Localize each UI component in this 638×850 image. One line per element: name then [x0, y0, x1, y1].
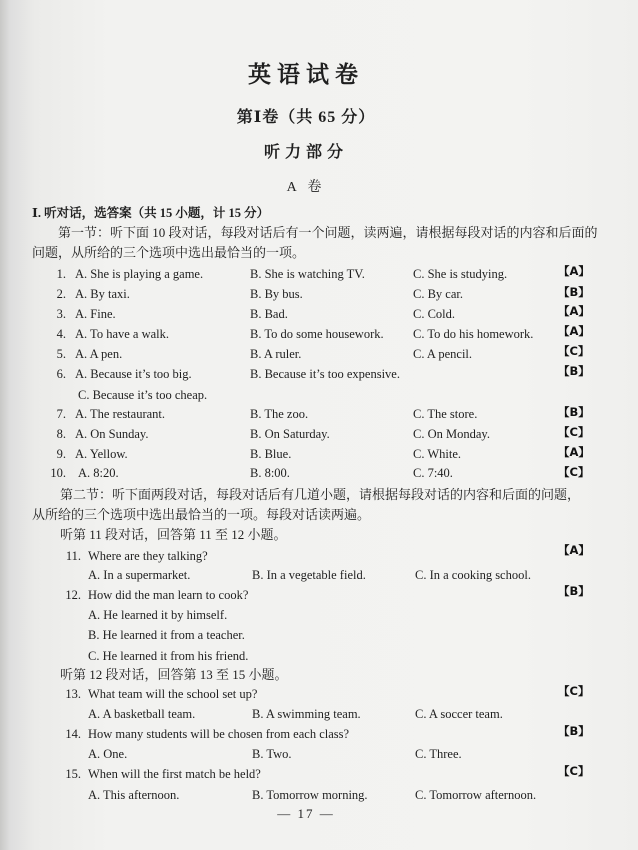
question-row [0, 325, 638, 343]
question-number: 3. [56, 307, 66, 321]
option-a: A. To have a walk. [75, 327, 170, 341]
answer-key: 【A】 [558, 264, 590, 278]
question-row [0, 464, 638, 482]
option-c: C. Tomorrow afternoon. [415, 788, 537, 802]
answer-key: 【A】 [558, 324, 590, 338]
option-a: A. Yellow. [75, 447, 128, 461]
option-b: B. Two. [252, 747, 292, 761]
option-a: A. A basketball team. [88, 707, 196, 721]
option-c: C. A soccer team. [415, 707, 503, 721]
option-c: C. Cold. [413, 307, 456, 321]
question-number: 6. [56, 367, 66, 381]
question-row [0, 543, 638, 565]
answer-key: 【C】 [558, 764, 590, 778]
answer-key: 【B】 [558, 285, 590, 299]
answer-key: 【A】 [558, 304, 590, 318]
answer-key: 【A】 [558, 543, 590, 557]
dialogue-instruction: 听第 12 段对话，回答第 13 至 15 小题。 [60, 667, 288, 682]
question-number: 11. [65, 549, 81, 563]
question-row [0, 365, 638, 383]
option-b: B. A swimming team. [252, 707, 361, 721]
options-row [0, 705, 638, 723]
option-b: B. Bad. [250, 307, 288, 321]
answer-key: 【B】 [558, 405, 590, 419]
question-number: 9. [56, 447, 66, 461]
question-number: 8. [56, 427, 66, 441]
question-row [0, 285, 638, 303]
question-number: 4. [56, 327, 66, 341]
question-number: 10. [50, 466, 66, 480]
option-a: A. He learned it by himself. [88, 608, 228, 622]
option-a: A. A pen. [75, 347, 123, 361]
option-a: A. In a supermarket. [88, 568, 191, 582]
question-number: 7. [56, 407, 66, 421]
option-c: C. She is studying. [413, 267, 508, 281]
section1-intro-line: 问题，从所给的三个选项中选出最恰当的一项。 [32, 245, 306, 260]
page-number: — 17 — [277, 806, 335, 821]
answer-key: 【A】 [558, 445, 590, 459]
option-c: C. He learned it from his friend. [88, 649, 249, 663]
option-b: B. Tomorrow morning. [252, 788, 368, 802]
question-row [0, 425, 638, 443]
question-number: 13. [65, 687, 81, 701]
options-row [0, 606, 638, 624]
question-text: When will the first match be held? [88, 767, 261, 781]
question-row [0, 586, 638, 604]
question-number: 1. [56, 267, 66, 281]
volume-heading: 第Ⅰ卷（共 65 分） [236, 109, 376, 126]
question-row [0, 265, 638, 283]
option-a: A. She is playing a game. [75, 267, 204, 281]
question-number: 14. [65, 727, 81, 741]
question-row-continuation [0, 386, 638, 404]
option-b: B. She is watching TV. [250, 267, 365, 281]
option-b: B. To do some housework. [250, 327, 384, 341]
option-c: C. A pencil. [413, 347, 473, 361]
option-b: B. In a vegetable field. [252, 568, 366, 582]
option-b: B. The zoo. [250, 407, 309, 421]
section2-intro-line: 从所给的三个选项中选出最恰当的一项。每段对话读两遍。 [32, 507, 371, 522]
question-row [0, 725, 638, 743]
option-a: A. The restaurant. [75, 407, 166, 421]
question-number: 5. [56, 347, 66, 361]
option-b: B. Blue. [250, 447, 292, 461]
option-a: A. On Sunday. [75, 427, 149, 441]
answer-key: 【C】 [558, 425, 590, 439]
answer-key: 【B】 [558, 724, 590, 738]
option-c: C. Because it’s too cheap. [78, 388, 208, 402]
options-row [0, 786, 638, 804]
option-c: C. By car. [413, 287, 463, 301]
paper-label: A 卷 [286, 180, 326, 195]
question-text: What team will the school set up? [88, 687, 258, 701]
part-heading: 听力部分 [263, 144, 348, 161]
option-a: A. By taxi. [75, 287, 130, 301]
options-row [0, 647, 638, 665]
option-a: A. 8:20. [78, 466, 119, 480]
option-a: A. This afternoon. [88, 788, 180, 802]
answer-key: 【C】 [558, 465, 590, 479]
question-text: Where are they talking? [88, 549, 208, 563]
question-row [0, 445, 638, 463]
question-row [0, 305, 638, 323]
answer-key: 【C】 [558, 344, 590, 358]
page-title: 英语试卷 [248, 62, 364, 87]
options-row [0, 626, 638, 644]
question-row [0, 405, 638, 423]
option-b: B. He learned it from a teacher. [88, 628, 245, 642]
question-row [0, 765, 638, 783]
option-b: B. On Saturday. [250, 427, 330, 441]
question-number: 2. [56, 287, 66, 301]
option-c: C. In a cooking school. [415, 568, 531, 582]
question-row [0, 685, 638, 703]
option-b: B. By bus. [250, 287, 303, 301]
option-c: C. Three. [415, 747, 462, 761]
section-heading: Ⅰ. 听对话，选答案（共 15 小题，计 15 分） [32, 206, 270, 220]
option-a: A. One. [88, 747, 128, 761]
options-row [0, 745, 638, 763]
option-a: A. Because it’s too big. [75, 367, 192, 381]
options-row [0, 566, 638, 584]
section1-intro-line: 第一节：听下面 10 段对话，每段对话后有一个问题，读两遍，请根据每段对话的内容和后面的 [58, 225, 598, 240]
option-b: B. A ruler. [250, 347, 302, 361]
section2-intro-line: 第二节：听下面两段对话，每段对话后有几道小题，请根据每段对话的内容和后面的问题， [60, 487, 581, 502]
answer-key: 【B】 [558, 364, 590, 378]
question-row [0, 345, 638, 363]
option-c: C. To do his homework. [413, 327, 534, 341]
option-b: B. 8:00. [250, 466, 290, 480]
question-text: How many students will be chosen from each class? [88, 727, 350, 741]
question-text: How did the man learn to cook? [88, 588, 249, 602]
option-c: C. 7:40. [413, 466, 453, 480]
option-a: A. Fine. [75, 307, 116, 321]
option-c: C. On Monday. [413, 427, 490, 441]
option-c: C. The store. [413, 407, 478, 421]
question-number: 15. [65, 767, 81, 781]
answer-key: 【C】 [558, 684, 590, 698]
question-number: 12. [65, 588, 81, 602]
option-b: B. Because it’s too expensive. [250, 367, 400, 381]
dialogue-instruction: 听第 11 段对话，回答第 11 至 12 小题。 [60, 527, 287, 542]
option-c: C. White. [413, 447, 462, 461]
answer-key: 【B】 [558, 584, 590, 598]
